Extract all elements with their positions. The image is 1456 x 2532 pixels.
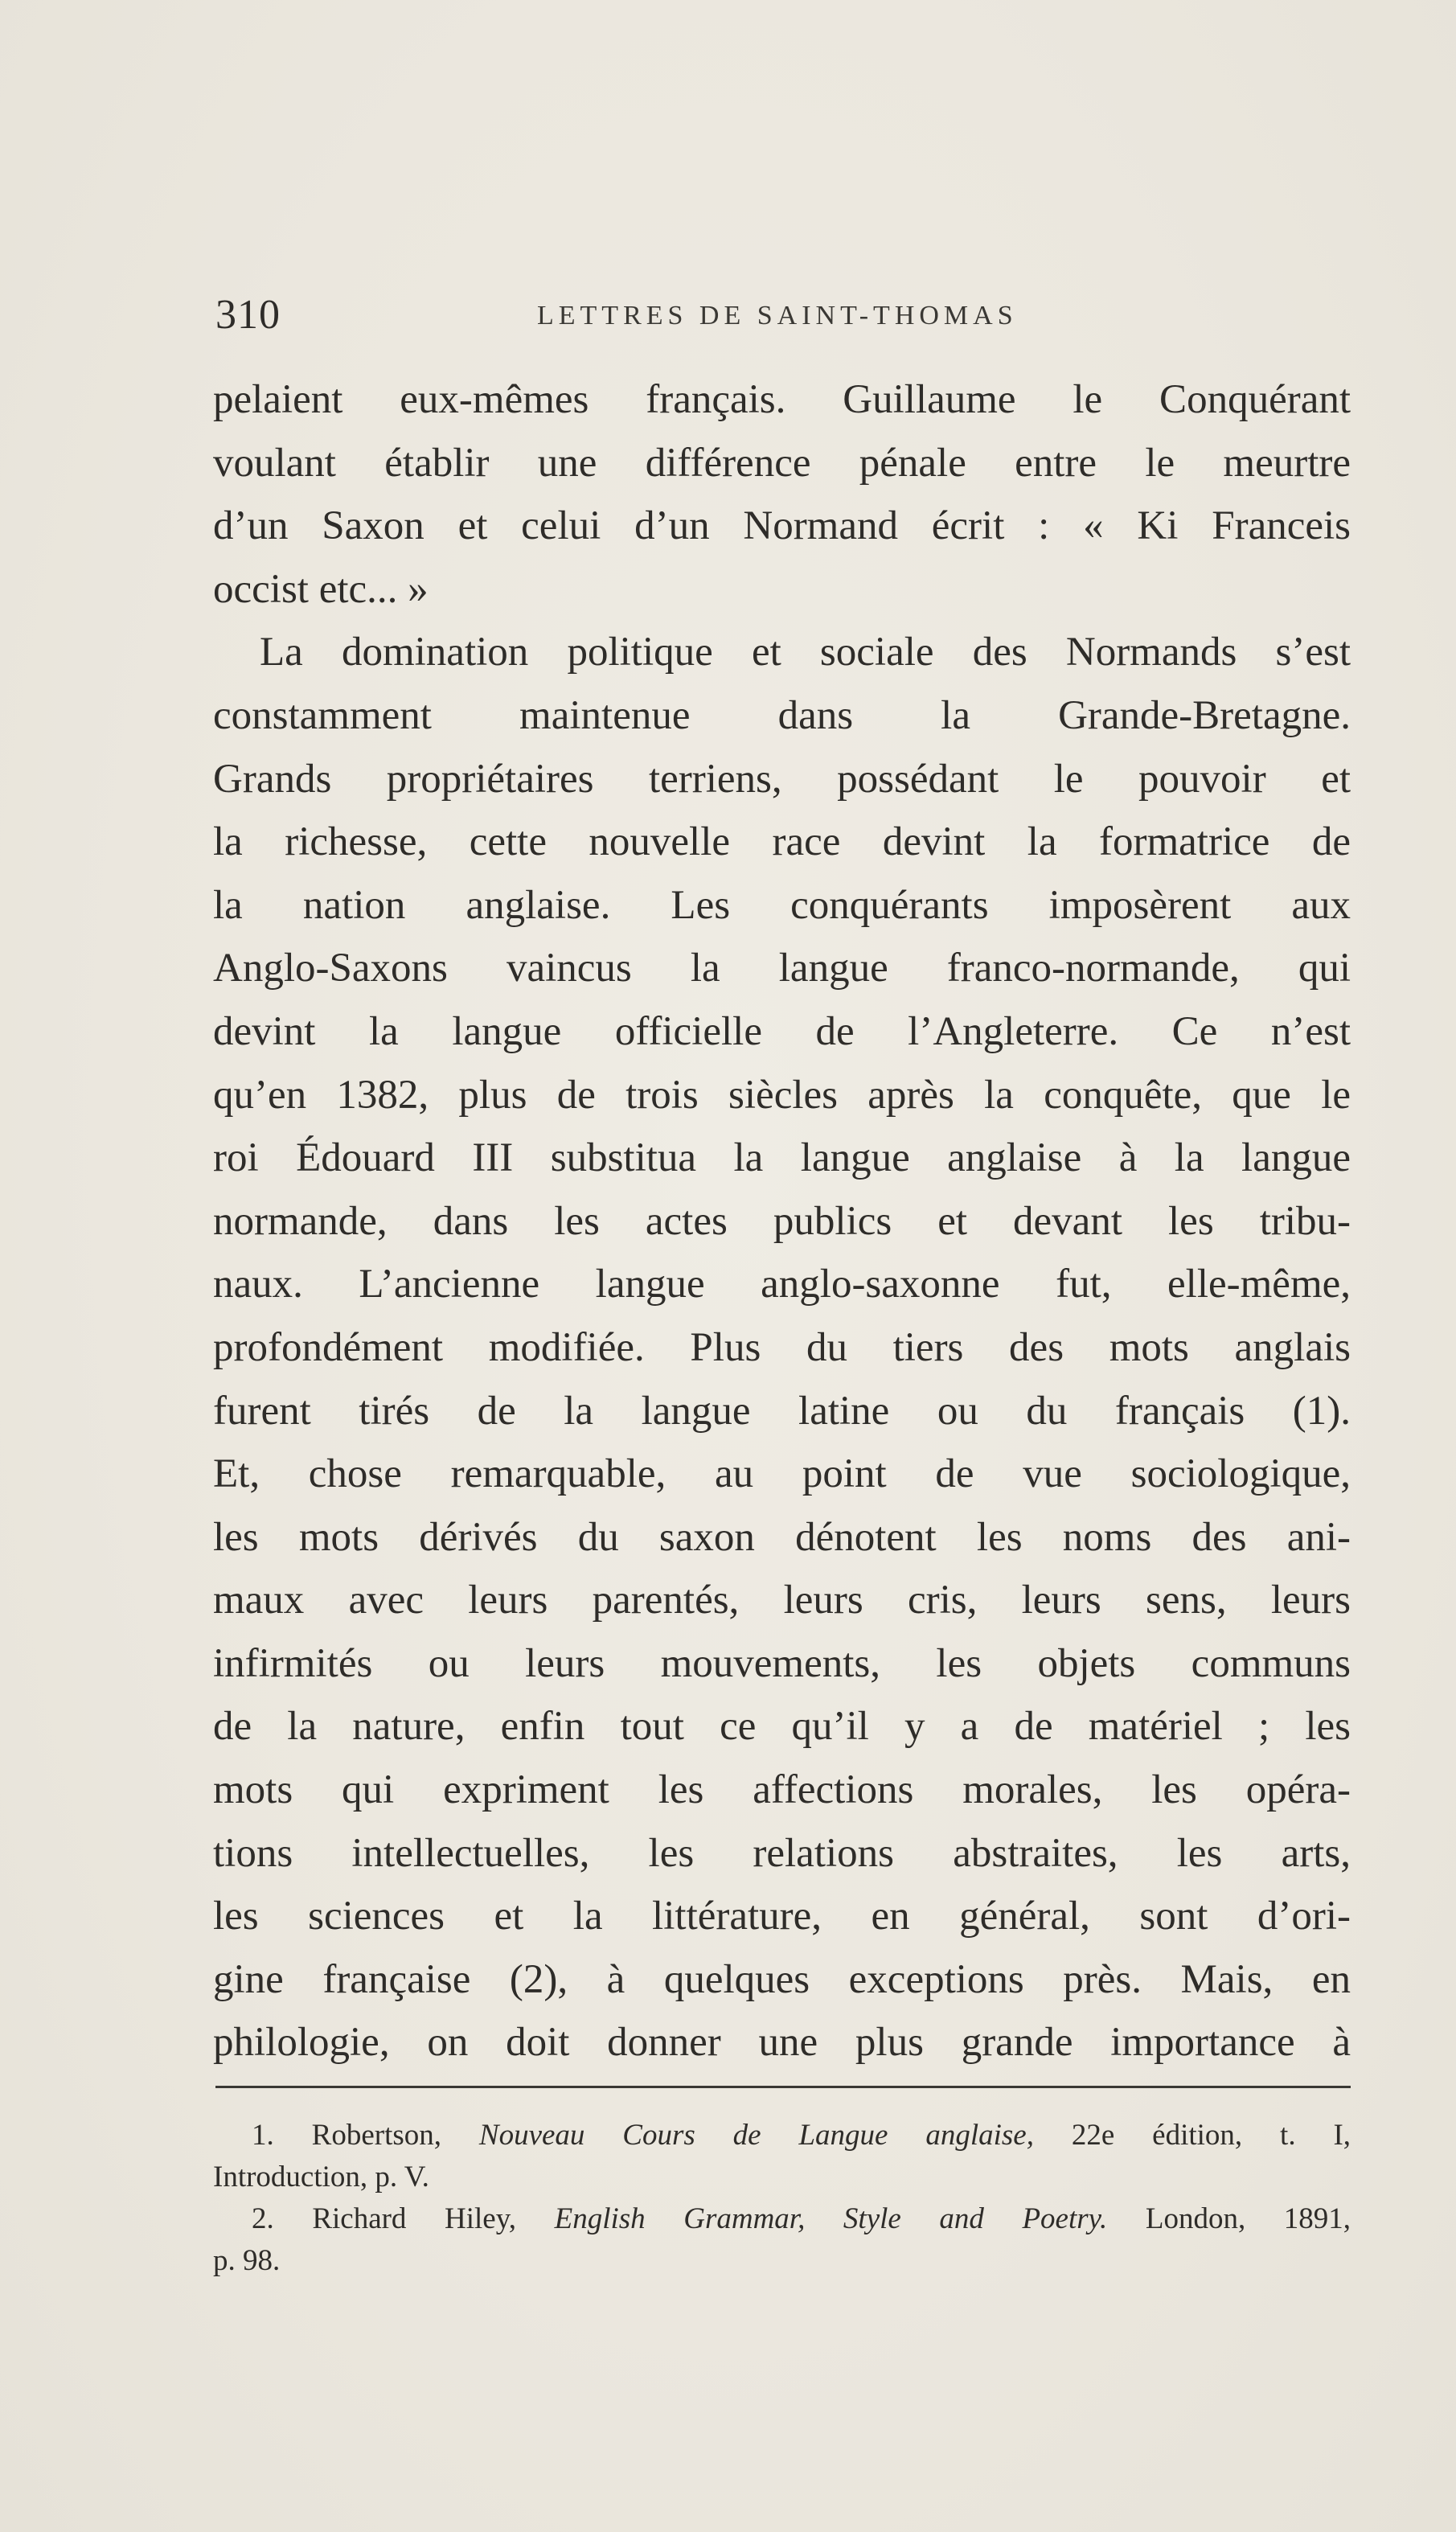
text-line: roi Édouard III substitua la langue anglaise à la langue bbox=[213, 1135, 1351, 1181]
text-line: tions intellectuelles, les relations abstraites, les arts, bbox=[213, 1830, 1351, 1876]
text-line: philologie, on doit donner une plus grande importance à bbox=[213, 2020, 1351, 2066]
text-line: de la nature, enfin tout ce qu’il y a de matériel ; les bbox=[213, 1704, 1351, 1750]
text-line: les sciences et la littérature, en général, sont d’ori- bbox=[213, 1894, 1351, 1939]
text-line: normande, dans les actes publics et devant les tribu- bbox=[213, 1198, 1351, 1244]
footnote-title: English Grammar, Style and Poetry. bbox=[554, 2202, 1108, 2235]
footnote-details: London, 1891, bbox=[1145, 2202, 1351, 2235]
text-line: devint la langue officielle de l’Angleterre. Ce n’est bbox=[213, 1008, 1351, 1054]
text-line: constamment maintenue dans la Grande-Bretagne. bbox=[213, 692, 1351, 738]
text-line: infirmités ou leurs mouvements, les objets communs bbox=[213, 1640, 1351, 1686]
footnote-author: Richard Hiley, bbox=[312, 2202, 517, 2235]
footnotes bbox=[213, 2115, 1351, 2282]
text-line: la richesse, cette nouvelle race devint la formatrice de bbox=[213, 819, 1351, 865]
text-line: naux. L’ancienne langue anglo-saxonne fut, elle-même, bbox=[213, 1262, 1351, 1307]
running-title: LETTRES DE SAINT-THOMAS bbox=[537, 301, 1018, 330]
footnote-number: 1. bbox=[252, 2119, 274, 2152]
text-line: Grands propriétaires terriens, possédant le pouvoir et bbox=[213, 756, 1351, 802]
text-line: occist etc... » bbox=[213, 566, 429, 612]
footnote-title: Nouveau Cours de Langue anglaise, bbox=[478, 2119, 1034, 2152]
text-line: Anglo-Saxons vaincus la langue franco-normande, qui bbox=[213, 946, 1351, 991]
footnote-1-continued: Introduction, p. V. bbox=[213, 2161, 429, 2193]
page-header bbox=[215, 291, 1351, 339]
text-line: gine française (2), à quelques exceptions près. Mais, en bbox=[213, 1956, 1351, 2002]
text-line: mots qui expriment les affections morales, les opéra- bbox=[213, 1767, 1351, 1813]
footnote-2-continued: p. 98. bbox=[213, 2244, 281, 2277]
text-line: qu’en 1382, plus de trois siècles après la conquête, que le bbox=[213, 1072, 1351, 1118]
text-line: La domination politique et sociale des Normands s’est bbox=[260, 630, 1351, 675]
page-number: 310 bbox=[215, 292, 281, 338]
text-line: la nation anglaise. Les conquérants imposèrent aux bbox=[213, 882, 1351, 928]
footnote-divider bbox=[215, 2086, 1351, 2088]
footnote-2 bbox=[213, 2198, 1351, 2240]
text-line: Et, chose remarquable, au point de vue sociologique, bbox=[213, 1451, 1351, 1497]
body-text bbox=[213, 368, 1351, 2074]
footnote-1 bbox=[213, 2115, 1351, 2157]
text-line: voulant établir une différence pénale entre le meurtre bbox=[213, 440, 1351, 486]
text-line: furent tirés de la langue latine ou du français (1). bbox=[213, 1388, 1351, 1434]
footnote-author: Robertson, bbox=[311, 2119, 441, 2152]
text-line: d’un Saxon et celui d’un Normand écrit : « Ki Franceis bbox=[213, 503, 1351, 549]
text-line: profondément modifiée. Plus du tiers des mots anglais bbox=[213, 1324, 1351, 1370]
text-line: maux avec leurs parentés, leurs cris, leurs sens, leurs bbox=[213, 1578, 1351, 1623]
footnote-details: 22e édition, t. I, bbox=[1071, 2119, 1351, 2152]
footnote-number: 2. bbox=[252, 2202, 274, 2235]
text-line: pelaient eux-mêmes français. Guillaume le Conquérant bbox=[213, 377, 1351, 422]
text-line: les mots dérivés du saxon dénotent les noms des ani- bbox=[213, 1514, 1351, 1560]
